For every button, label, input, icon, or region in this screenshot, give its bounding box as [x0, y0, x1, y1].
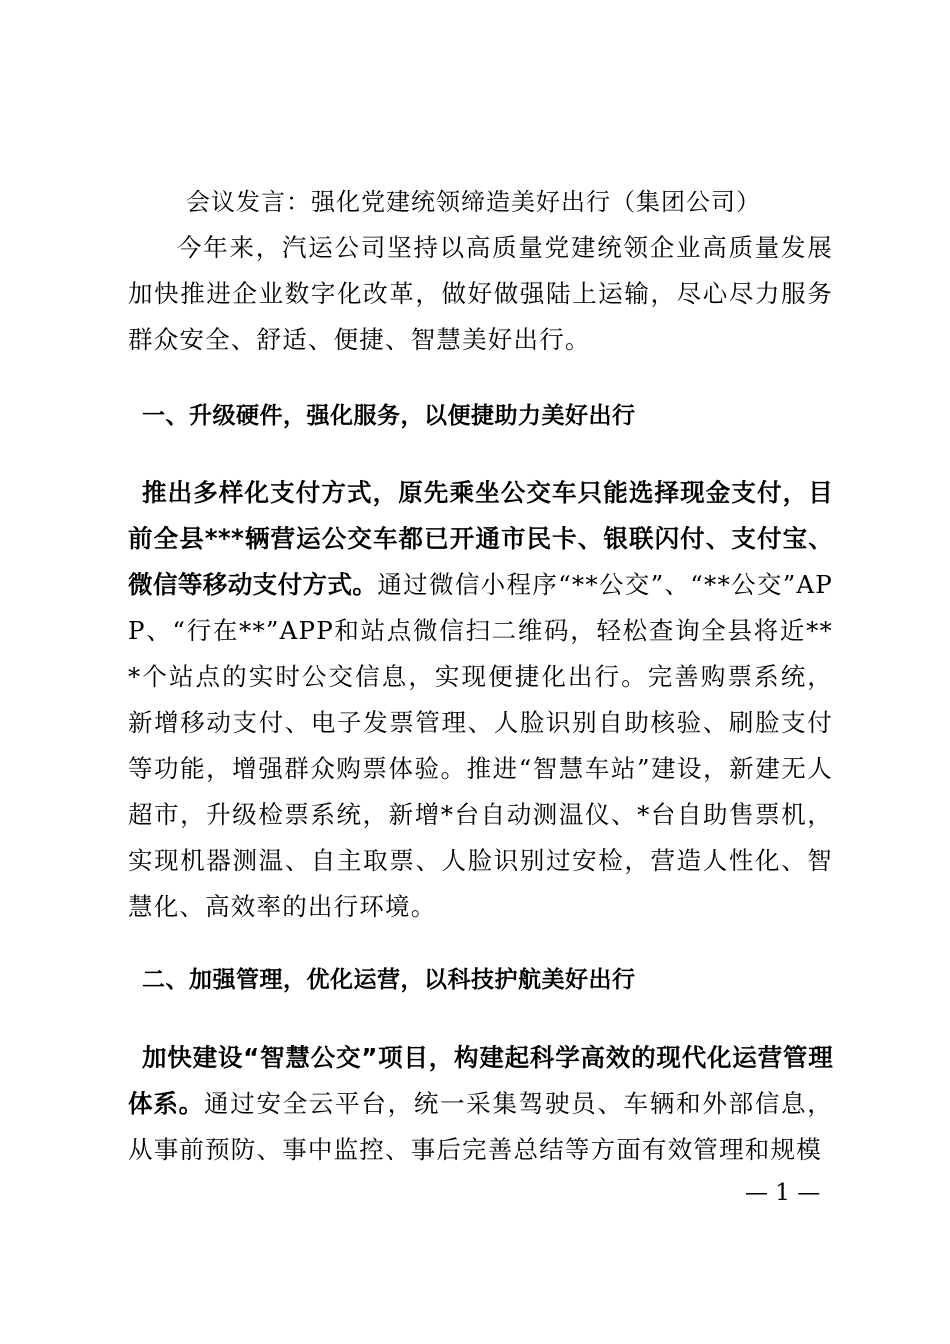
- section-1-lead-sentence: 推出多样化支付方式，原先乘坐公交车只能选择现金支付，目前全县***辆营运公交车都已开通市民卡、银联闪付、支付宝、微信等移动支付方式。: [128, 478, 833, 599]
- section-2-body-text: 通过安全云平台，统一采集驾驶员、车辆和外部信息，从事前预防、事中监控、事后完善总结等方面有效管理和规模: [128, 1089, 833, 1164]
- section-1-heading: 一、升级硬件，强化服务，以便捷助力美好出行: [142, 403, 636, 429]
- section-1-paragraph: [128, 470, 833, 930]
- intro-paragraph: 今年来，汽运公司坚持以高质量党建统领企业高质量发展加快推进企业数字化改革，做好做强陆上运输，尽心尽力服务群众安全、舒适、便捷、智慧美好出行。: [128, 233, 833, 354]
- section-2-lead-sentence: 加快建设“智慧公交”项目，构建起科学高效的现代化运营管理体系。: [128, 1043, 833, 1118]
- section-1-body-text: 通过微信小程序“**公交”、“**公交”APP、“行在**”APP和站点微信扫二维码，轻松查询全县将近***个站点的实时公交信息，实现便捷化出行。完善购票系统，新增移动支付、电子发票管理、人脸识别自助核验、刷脸支付等功能，增强群众购票体验。推进“智慧车站”建设，新建无人超市，升级检票系统，新增*台自动测温仪、*台自助售票机，实现机器测温、自主取票、人脸识别过安检，营造人性化、智慧化、高效率的出行环境。: [128, 570, 833, 921]
- document-title: 会议发言：强化党建统领缔造美好出行（集团公司）: [186, 188, 761, 216]
- section-2-heading: 二、加强管理，优化运营，以科技护航美好出行: [142, 967, 636, 993]
- section-2-paragraph: [128, 1035, 833, 1173]
- page-number: — 1 —: [745, 1180, 821, 1206]
